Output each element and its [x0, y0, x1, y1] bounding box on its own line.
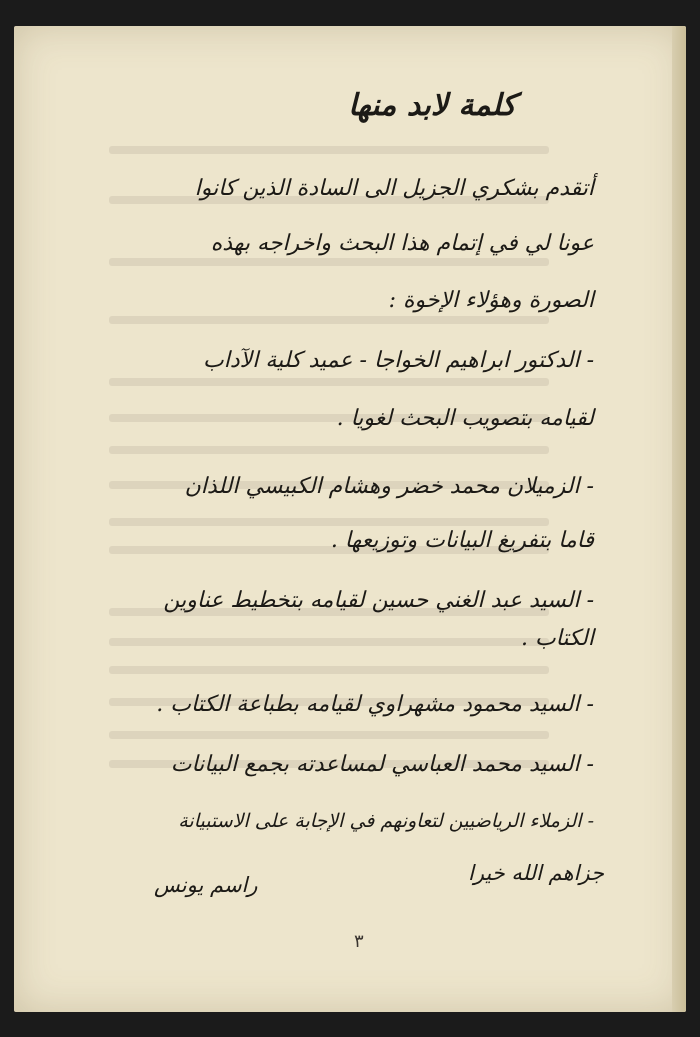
page-edge — [672, 26, 686, 1012]
text-line-7: قاما بتفريغ البيانات وتوزيعها . — [330, 528, 594, 553]
document-page — [14, 26, 686, 1012]
text-line-6: - الزميلان محمد خضر وهشام الكبيسي اللذان — [184, 474, 594, 499]
text-line-11: - السيد محمد العباسي لمساعدته بجمع البيانات — [170, 752, 594, 777]
text-line-3: الصورة وهؤلاء الإخوة : — [388, 288, 594, 313]
page-number: ٣ — [354, 931, 364, 952]
text-line-4: - الدكتور ابراهيم الخواجا - عميد كلية الآداب — [203, 348, 594, 373]
signature: راسم يونس — [154, 873, 258, 897]
text-line-12: - الزملاء الرياضيين لتعاونهم في الإجابة على الاستبيانة — [178, 810, 594, 832]
text-line-10: - السيد محمود مشهراوي لقيامه بطباعة الكتاب . — [156, 692, 594, 717]
closing-blessing: جزاهم الله خيرا — [468, 861, 604, 885]
page-title: كلمة لابد منها — [348, 88, 516, 123]
text-line-8: - السيد عبد الغني حسين لقيامه بتخطيط عناوين — [163, 588, 594, 613]
text-line-5: لقيامه بتصويب البحث لغويا . — [336, 406, 594, 431]
text-line-2: عونا لي في إتمام هذا البحث واخراجه بهذه — [210, 231, 594, 256]
text-line-1: أتقدم بشكري الجزيل الى السادة الذين كانوا — [194, 176, 594, 201]
text-line-9: الكتاب . — [520, 626, 594, 651]
